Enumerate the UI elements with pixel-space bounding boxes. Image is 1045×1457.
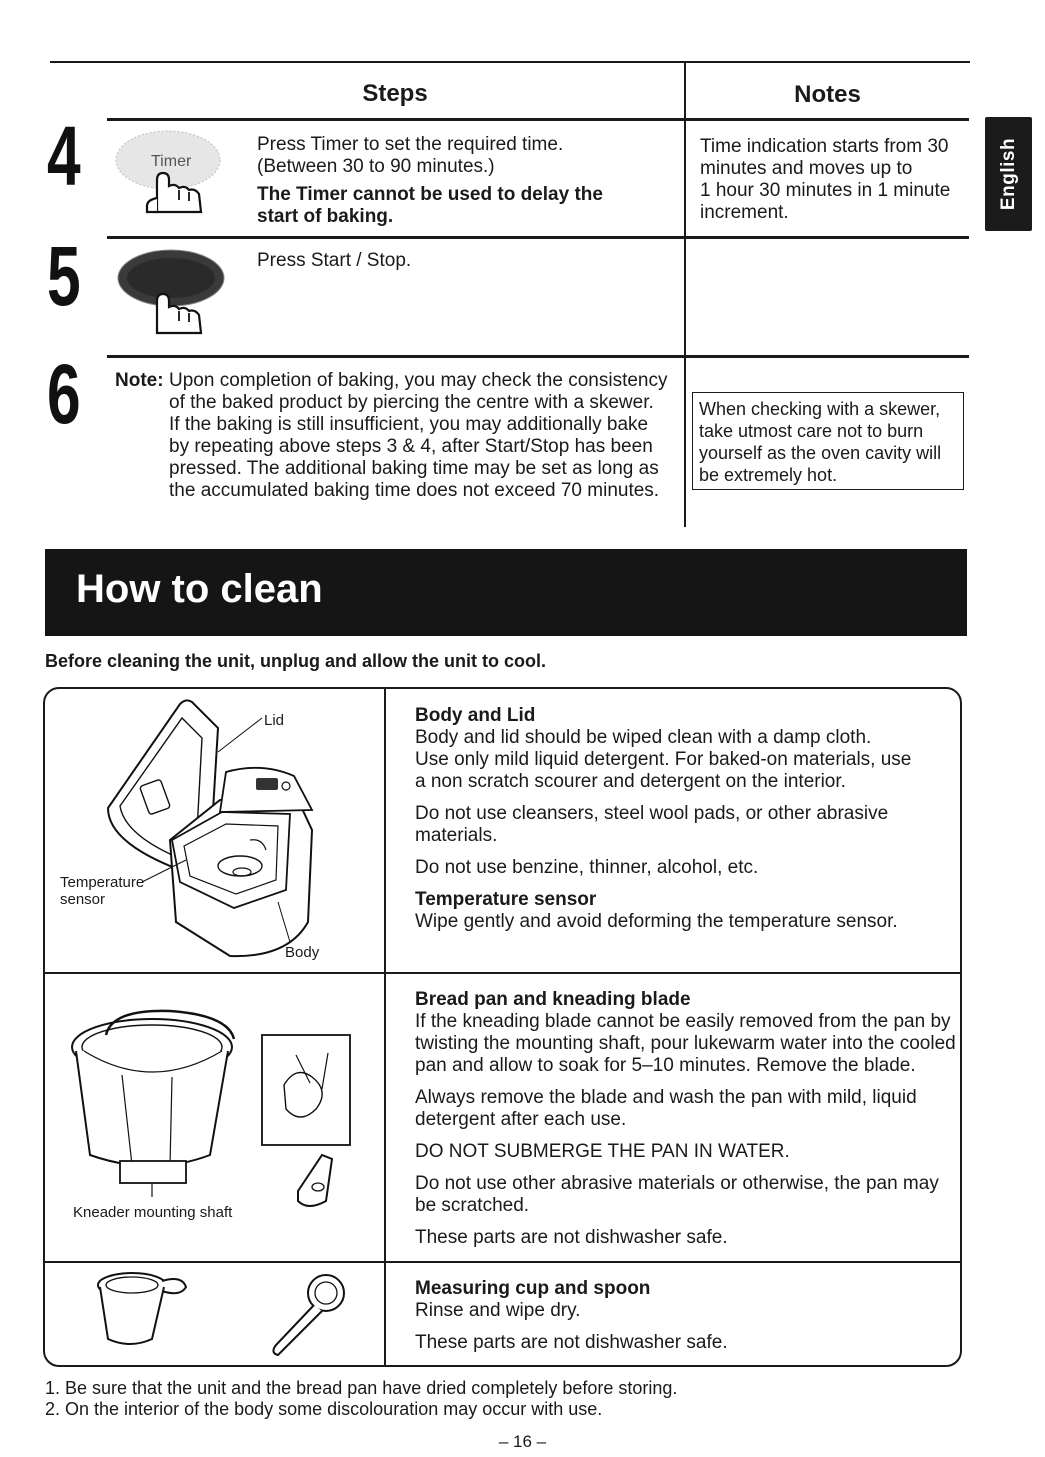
measuring-title: Measuring cup and spoon bbox=[415, 1278, 651, 1299]
warning-line-1: When checking with a skewer, bbox=[699, 399, 941, 419]
cleaning-row-divider-2 bbox=[45, 1261, 960, 1263]
step4-line1: Press Timer to set the required time. bbox=[257, 134, 564, 155]
bread-pan-p4 bbox=[415, 1173, 963, 1217]
measuring-cup-spoon-illustration bbox=[90, 1267, 390, 1362]
step4-underline bbox=[107, 236, 969, 239]
steps-header: Steps bbox=[362, 80, 428, 107]
step5-line1: Press Start / Stop. bbox=[257, 250, 412, 271]
step6-note-line-1: Upon completion of baking, you may check the consistency bbox=[169, 370, 668, 391]
bread-maker-illustration bbox=[50, 690, 380, 970]
step5-underline bbox=[107, 355, 969, 358]
language-tab[interactable] bbox=[985, 117, 1032, 231]
bread-pan-title: Bread pan and kneading blade bbox=[415, 989, 691, 1010]
section-title: How to clean bbox=[76, 567, 323, 611]
body-lid-p2 bbox=[415, 803, 963, 847]
bread-pan-p4-l1: Do not use other abrasive materials or otherwise, the pan may bbox=[415, 1173, 939, 1194]
step4-bold1: The Timer cannot be used to delay the bbox=[257, 184, 603, 205]
cleaning-row-divider-1 bbox=[45, 972, 960, 974]
bread-pan-p5: These parts are not dishwasher safe. bbox=[415, 1227, 728, 1248]
step6-note-line-5: pressed. The additional baking time may be set as long as bbox=[169, 458, 659, 479]
label-body: Body bbox=[285, 944, 320, 961]
bread-pan-p2 bbox=[415, 1087, 963, 1131]
step4-note-2: minutes and moves up to bbox=[700, 158, 913, 179]
label-kneader-shaft: Kneader mounting shaft bbox=[73, 1204, 233, 1221]
body-lid-p1 bbox=[415, 727, 963, 793]
bread-pan-p1-l1: If the kneading blade cannot be easily removed from the pan by bbox=[415, 1011, 951, 1032]
cleaning-column-divider bbox=[384, 689, 386, 1365]
temp-sensor-title: Temperature sensor bbox=[415, 889, 597, 910]
bread-pan-p2-l1: Always remove the blade and wash the pan with mild, liquid bbox=[415, 1087, 917, 1108]
header-underline bbox=[107, 118, 969, 121]
label-temp-1: Temperature bbox=[60, 874, 145, 891]
body-lid-p2-l2: materials. bbox=[415, 825, 498, 846]
step-number-5: 5 bbox=[47, 229, 81, 323]
bread-pan-p4-l2: be scratched. bbox=[415, 1195, 530, 1216]
section-measuring bbox=[415, 1278, 963, 1364]
step-number-4: 4 bbox=[47, 109, 81, 203]
step6-note-line-4: by repeating above steps 3 & 4, after Start/Stop has been bbox=[169, 436, 653, 457]
start-stop-button-icon bbox=[115, 245, 235, 345]
body-lid-title: Body and Lid bbox=[415, 705, 536, 726]
timer-button-label: Timer bbox=[151, 153, 192, 170]
section-body-lid bbox=[415, 705, 963, 943]
body-lid-p3: Do not use benzine, thinner, alcohol, etc. bbox=[415, 857, 759, 878]
bread-pan-p1-l3: pan and allow to soak for 5–10 minutes. Remove the blade. bbox=[415, 1055, 916, 1076]
step-number-6: 6 bbox=[47, 347, 81, 441]
bread-pan-illustration bbox=[60, 1005, 380, 1225]
step6-note-label: Note: bbox=[115, 370, 164, 391]
step4-note-3: 1 hour 30 minutes in 1 minute bbox=[700, 180, 951, 201]
table-top-rule bbox=[50, 61, 970, 63]
notes-header: Notes bbox=[794, 81, 861, 108]
timer-button-icon bbox=[115, 128, 235, 238]
warning-line-2: take utmost care not to burn bbox=[699, 421, 924, 441]
language-tab-label: English bbox=[997, 137, 1019, 211]
step4-bold2: start of baking. bbox=[257, 206, 394, 227]
step6-note-line-3: If the baking is still insufficient, you may additionally bake bbox=[169, 414, 649, 435]
section-banner bbox=[45, 549, 967, 636]
footnote-2: 2. On the interior of the body some discolouration may occur with use. bbox=[45, 1399, 603, 1419]
measuring-p1: Rinse and wipe dry. bbox=[415, 1300, 581, 1321]
warning-line-3: yourself as the oven cavity will bbox=[699, 443, 942, 463]
page-number: – 16 – bbox=[498, 1432, 547, 1451]
label-temp-2: sensor bbox=[60, 891, 106, 908]
cleaning-intro: Before cleaning the unit, unplug and allow the unit to cool. bbox=[45, 651, 546, 671]
temp-sensor-text: Wipe gently and avoid deforming the temperature sensor. bbox=[415, 911, 898, 932]
bread-pan-p3: DO NOT SUBMERGE THE PAN IN WATER. bbox=[415, 1141, 790, 1162]
body-lid-p1-l1: Body and lid should be wiped clean with a damp cloth. bbox=[415, 727, 872, 748]
body-lid-p1-l2: Use only mild liquid detergent. For baked-on materials, use bbox=[415, 749, 912, 770]
footnote-1: 1. Be sure that the unit and the bread pan have dried completely before storing. bbox=[45, 1378, 678, 1398]
label-lid: Lid bbox=[264, 712, 285, 729]
step6-note-line-2: of the baked product by piercing the centre with a skewer. bbox=[169, 392, 654, 413]
body-lid-p1-l3: a non scratch scourer and detergent on the interior. bbox=[415, 771, 846, 792]
body-lid-p2-l1: Do not use cleansers, steel wool pads, or other abrasive bbox=[415, 803, 889, 824]
table-column-divider bbox=[684, 61, 686, 527]
step6-note-line-6: the accumulated baking time does not exceed 70 minutes. bbox=[169, 480, 660, 501]
step4-note-1: Time indication starts from 30 bbox=[700, 136, 949, 157]
bread-pan-p1 bbox=[415, 1011, 963, 1077]
section-bread-pan bbox=[415, 989, 963, 1259]
step4-note-4: increment. bbox=[700, 202, 789, 223]
skewer-warning-box bbox=[692, 392, 964, 490]
bread-pan-p2-l2: detergent after each use. bbox=[415, 1109, 627, 1130]
step4-line2: (Between 30 to 90 minutes.) bbox=[257, 156, 495, 177]
measuring-p2: These parts are not dishwasher safe. bbox=[415, 1332, 728, 1353]
bread-pan-p1-l2: twisting the mounting shaft, pour lukewarm water into the cooled bbox=[415, 1033, 956, 1054]
warning-line-4: be extremely hot. bbox=[699, 465, 838, 485]
